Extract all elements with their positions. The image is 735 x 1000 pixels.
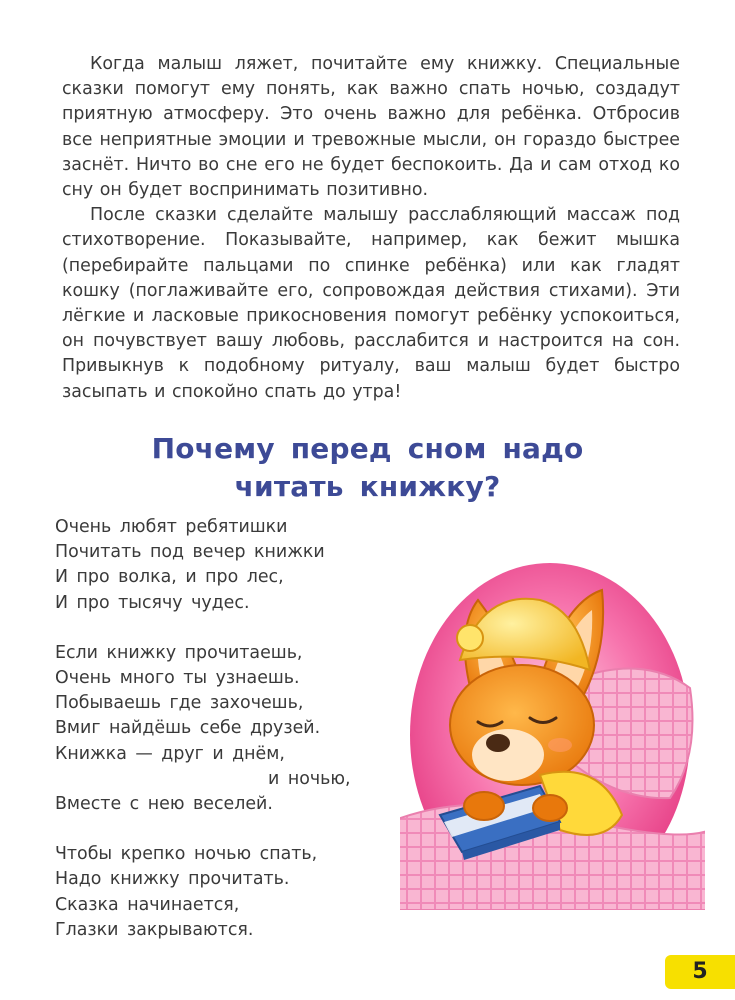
poem-line: Надо книжку прочитать. xyxy=(55,869,290,890)
poem-line: Вмиг найдёшь себе друзей. xyxy=(55,718,321,739)
poem-stanza-2 xyxy=(55,641,375,817)
poem-line: Книжка — друг и днём, xyxy=(55,743,285,764)
poem-stanza-1 xyxy=(55,515,375,616)
page-number-badge: 5 xyxy=(665,955,735,989)
intro-paragraph-1: Когда малыш ляжет, почитайте ему книжку. Специальные сказки помогут ему понять, как важно спать ночью, создадут приятную атмосферу. Это очень важно для ребёнка. Отбросив все неприятные эмоции и тревожные мысли, он гораздо быстрее заснёт. Ничто во сне его не будет беспокоить. Да и сам отход ко сну он будет воспринимать позитивно. xyxy=(62,54,680,201)
sleeping-fox-illustration xyxy=(400,560,705,910)
poem-line: Почитать под вечер книжки xyxy=(55,542,325,563)
poem xyxy=(55,515,375,968)
fox-paw-left xyxy=(464,792,504,820)
poem-line: и ночью, xyxy=(268,768,351,789)
poem-line: Очень любят ребятишки xyxy=(55,517,288,537)
poem-line: Сказка начинается, xyxy=(55,894,240,915)
poem-line: И про волка, и про лес, xyxy=(55,567,284,588)
heading-line-2: читать книжку? xyxy=(234,470,501,503)
poem-line: Если книжку прочитаешь, xyxy=(55,642,303,663)
poem-line: И про тысячу чудес. xyxy=(55,592,250,613)
poem-line: Глазки закрываются. xyxy=(55,919,254,940)
heading-line-1: Почему перед сном надо xyxy=(151,432,584,465)
fox-cheek xyxy=(548,738,572,752)
poem-stanza-3 xyxy=(55,842,375,943)
nightcap-pompom xyxy=(457,625,483,651)
poem-line: Очень много ты узнаешь. xyxy=(55,668,300,689)
fox-muzzle xyxy=(472,729,544,781)
poem-line: Чтобы крепко ночью спать, xyxy=(55,844,318,865)
fox-paw-right xyxy=(533,795,567,821)
section-heading xyxy=(0,430,735,506)
intro-paragraph-2: После сказки сделайте малышу расслабляющий массаж под стихотворение. Показывайте, например, как бежит мышка (перебирайте пальцами по спинке ребёнка) или как гладят кошку (поглаживайте его, сопровождая действия стихами). Эти лёгкие и ласковые прикосновения помогут ребёнку успокоиться, он почувствует вашу любовь, расслабится и настроится на сон. Привыкнув к подобному ритуалу, ваш малыш будет быстро засыпать и спокойно спать до утра! xyxy=(62,205,680,402)
poem-line: Вместе с нею веселей. xyxy=(55,794,273,815)
intro-text xyxy=(62,52,680,405)
fox-nose xyxy=(486,734,510,752)
poem-line: Побываешь где захочешь, xyxy=(55,693,304,714)
